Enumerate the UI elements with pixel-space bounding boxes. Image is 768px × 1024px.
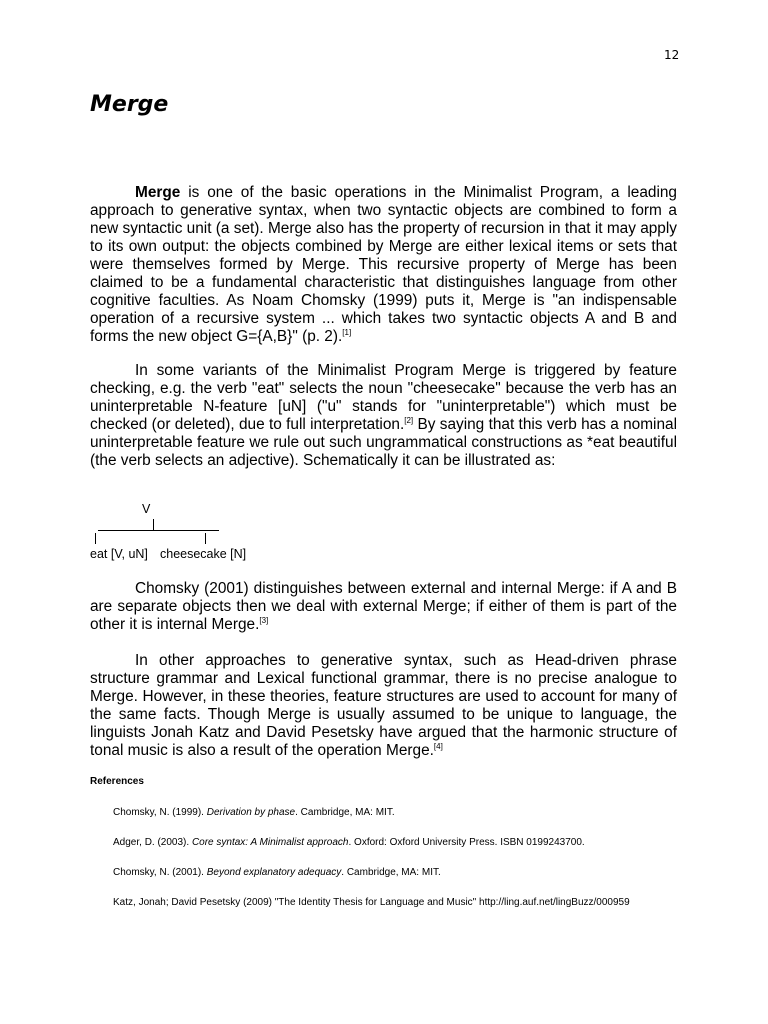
syntax-tree-diagram (90, 500, 270, 564)
reference-text: Adger, D. (2003). (113, 837, 192, 848)
reference-text-end: . Cambridge, MA: MIT. (341, 867, 441, 878)
paragraph-other-approaches (90, 652, 677, 760)
reference-text: Chomsky, N. (1999). (113, 807, 207, 818)
tree-right-branch (205, 533, 206, 544)
tree-right-node: cheesecake [N] (160, 547, 247, 561)
reference-item (113, 807, 395, 818)
footnote-link-1[interactable]: [1] (342, 328, 352, 337)
references-heading: References (90, 776, 144, 787)
paragraph-text: In other approaches to generative syntax, such as Head-driven phrase structure grammar and Lexical functional grammar, there is no precise analogue to Merge. However, in these theories, feature structures are used to account for many of the same facts. Though Merge is usually assumed to be unique to language, the linguists Jonah Katz and David Pesetsky have argued that the harmonic structure of tonal music is also a result of the operation Merge. (90, 652, 677, 759)
reference-text: Katz, Jonah; David Pesetsky (2009) "The Identity Thesis for Language and Music" http://ling.auf.net/lingBuzz/000959 (113, 897, 630, 908)
paragraph-text: In some variants of the Minimalist Program Merge is triggered by feature checking, e.g. the verb "eat" selects the noun "cheesecake" because the verb has an uninterpretable N-feature [uN] ("u" stands for "uninterpretable") which must be checked (or deleted), due to full interpretation. (90, 362, 677, 433)
footnote-link-4[interactable]: [4] (433, 742, 443, 751)
paragraph-external-internal (90, 580, 677, 634)
paragraph-text-cont: By saying that this verb has a nominal uninterpretable feature we rule out such ungrammatical constructions as *eat beautiful (the verb selects an adjective). Schematically it can be illustrated as: (90, 416, 677, 469)
reference-title: Derivation by phase (206, 807, 296, 818)
paragraph-text: Chomsky (2001) distinguishes between external and internal Merge: if A and B are separate objects then we deal with external Merge; if either of them is part of the other it is internal Merge. (90, 580, 677, 633)
footnote-link-3[interactable]: [3] (259, 616, 269, 625)
reference-text-end: . Oxford: Oxford University Press. ISBN 0199243700. (348, 837, 585, 848)
footnote-link-2[interactable]: [2] (404, 416, 414, 425)
paragraph-text: is one of the basic operations in the Minimalist Program, a leading approach to generative syntax, when two syntactic objects are combined to form a new syntactic unit (a set). Merge also has the property of recursion in that it may apply to its own output: the objects combined by Merge are either lexical items or sets that were themselves formed by Merge. This recursive property of Merge has been claimed to be a fundamental characteristic that distinguishes language from other cognitive faculties. As Noam Chomsky (1999) puts it, Merge is "an indispensable operation of a recursive system ... which takes two syntactic objects A and B and forms the new object G={A,B}" (p. 2). (90, 184, 677, 345)
page-title: Merge (90, 92, 169, 117)
page-number: 12 (664, 48, 680, 62)
reference-text-end: . Cambridge, MA: MIT. (295, 807, 395, 818)
reference-item (113, 867, 441, 878)
reference-title: Beyond explanatory adequacy (206, 867, 342, 878)
tree-root-label: V (142, 502, 151, 516)
bold-term: Merge (135, 184, 181, 201)
paragraph-feature-checking (90, 362, 677, 470)
reference-title: Core syntax: A Minimalist approach (191, 837, 349, 848)
reference-item (113, 897, 630, 908)
tree-root-stem (153, 519, 154, 531)
reference-text: Chomsky, N. (2001). (113, 867, 207, 878)
reference-item (113, 837, 585, 848)
tree-left-branch (95, 533, 96, 544)
tree-horizontal-line (98, 530, 219, 531)
tree-left-node: eat [V, uN] (90, 547, 148, 561)
paragraph-merge-definition (90, 184, 677, 346)
